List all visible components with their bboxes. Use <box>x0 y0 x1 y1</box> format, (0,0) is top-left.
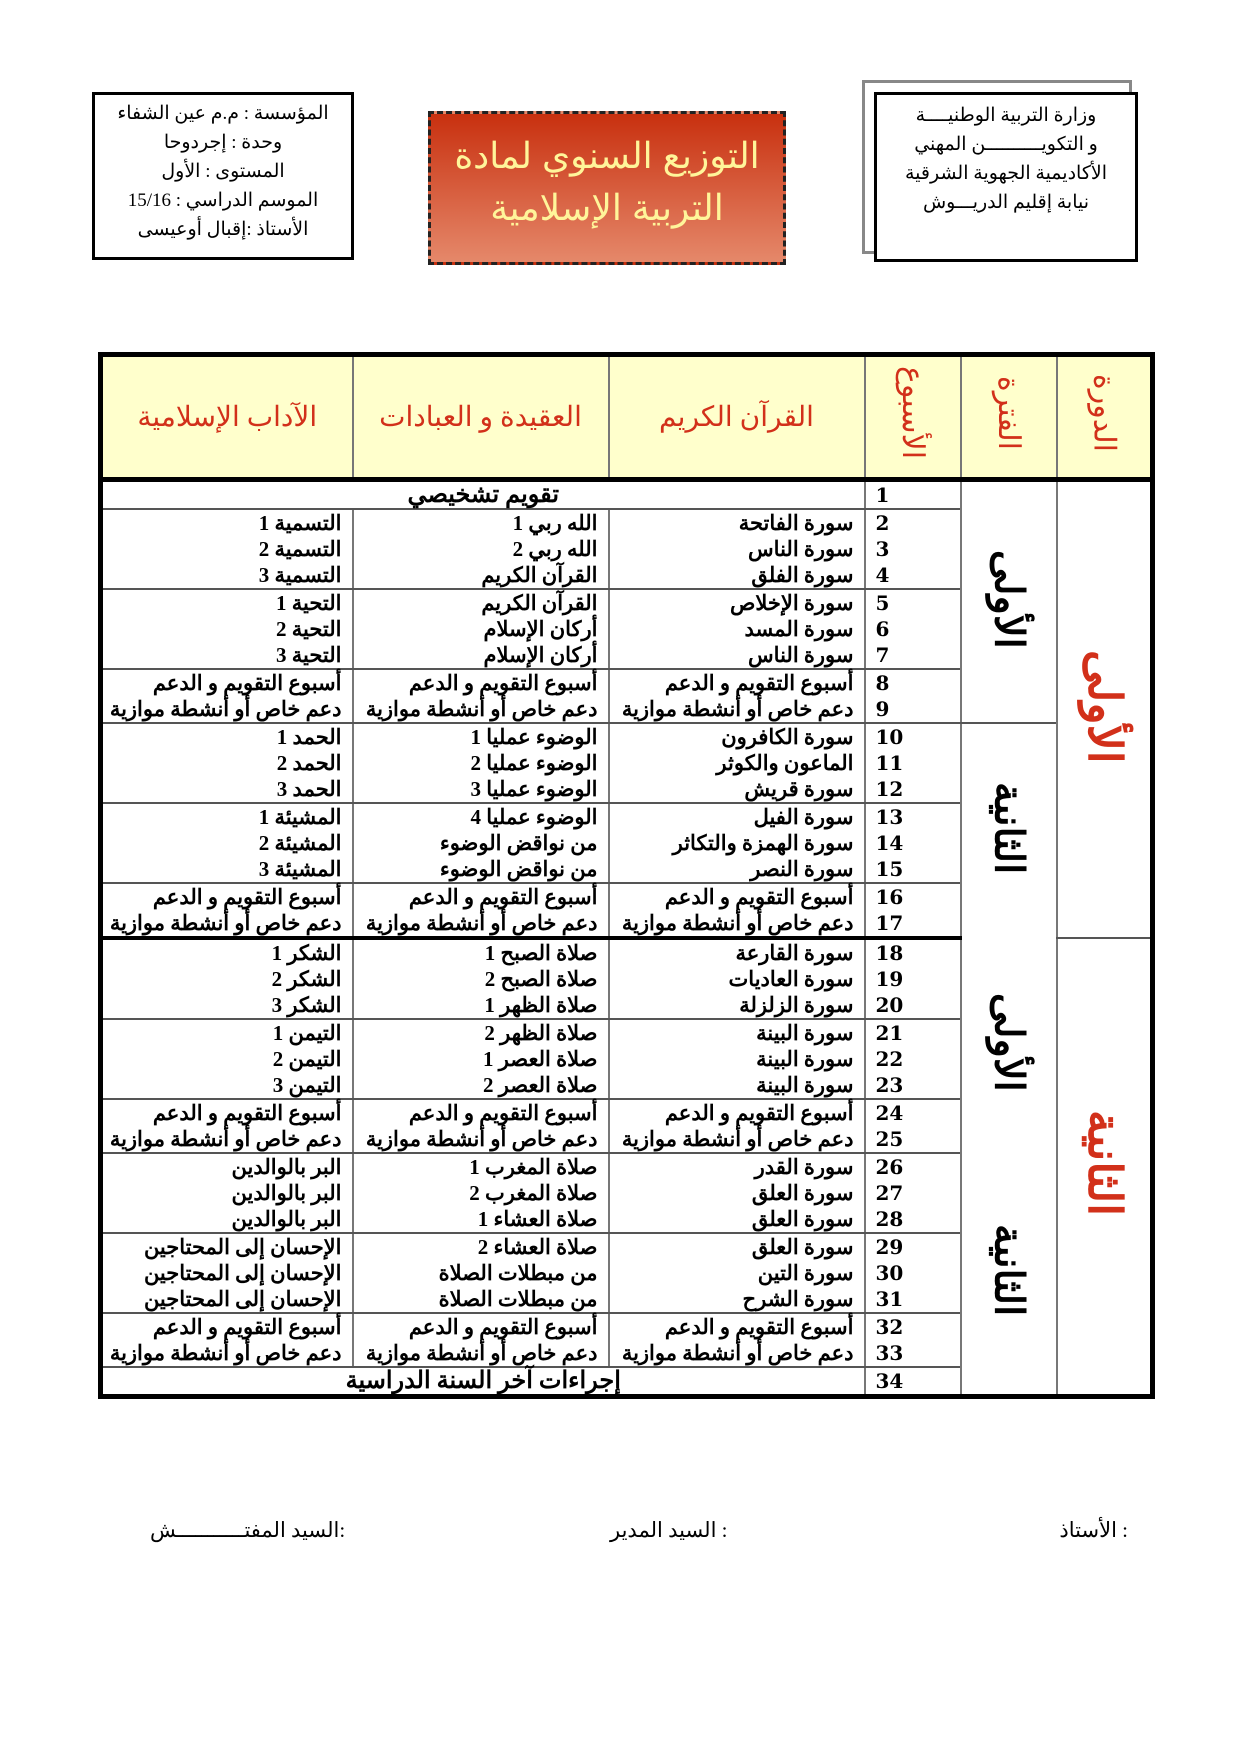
ministry-line: وزارة التربية الوطنيــــة <box>915 105 1097 126</box>
quran-cell: أسبوع التقويم و الدعم <box>609 669 865 696</box>
table-header-row <box>101 355 1153 480</box>
quran-cell: سورة المسد <box>609 616 865 642</box>
table-row <box>101 1153 1153 1180</box>
school-info-box <box>92 92 354 260</box>
quran-cell: سورة البينة <box>609 1046 865 1072</box>
quran-cell: أسبوع التقويم و الدعم <box>609 1313 865 1340</box>
level-line: المستوى : الأول <box>161 161 285 182</box>
quran-cell: سورة القارعة <box>609 938 865 966</box>
term-cell-label: الثانية <box>1078 1110 1130 1217</box>
week-number: 18 <box>865 938 961 966</box>
quran-cell: سورة قريش <box>609 776 865 803</box>
week-number: 30 <box>865 1260 961 1286</box>
aqida-cell: من نواقض الوضوء <box>353 830 609 856</box>
adab-cell: المشيئة 2 <box>101 830 353 856</box>
week-number: 8 <box>865 669 961 696</box>
week-number: 22 <box>865 1046 961 1072</box>
adab-cell: التيمن 1 <box>101 1019 353 1046</box>
aqida-cell: من نواقض الوضوء <box>353 856 609 883</box>
week-number: 13 <box>865 803 961 830</box>
quran-cell: سورة الفاتحة <box>609 509 865 536</box>
week-number: 29 <box>865 1233 961 1260</box>
quran-cell: سورة الناس <box>609 642 865 669</box>
adab-cell: التسمية 1 <box>101 509 353 536</box>
adab-cell: المشيئة 1 <box>101 803 353 830</box>
quran-cell: سورة العلق <box>609 1206 865 1233</box>
period-cell-label: الأولى <box>986 549 1032 649</box>
week-number: 21 <box>865 1019 961 1046</box>
quran-cell: سورة البينة <box>609 1072 865 1099</box>
quran-cell: سورة الإخلاص <box>609 589 865 616</box>
week-number: 16 <box>865 883 961 910</box>
unit-line: وحدة : إجردوحا <box>163 132 283 153</box>
week-number: 12 <box>865 776 961 803</box>
quran-cell: سورة العلق <box>609 1233 865 1260</box>
aqida-cell: دعم خاص أو أنشطة موازية <box>353 1340 609 1367</box>
adab-cell: التيمن 2 <box>101 1046 353 1072</box>
quran-cell: دعم خاص أو أنشطة موازية <box>609 696 865 723</box>
header-term: الدورة <box>1057 355 1153 480</box>
adab-cell: أسبوع التقويم و الدعم <box>101 1313 353 1340</box>
week-number: 6 <box>865 616 961 642</box>
quran-cell: سورة الكافرون <box>609 723 865 750</box>
week-number: 1 <box>865 480 961 510</box>
aqida-cell: أركان الإسلام <box>353 616 609 642</box>
quran-cell: سورة النصر <box>609 856 865 883</box>
term-cell <box>1057 938 1153 1397</box>
header-aqida: العقيدة و العبادات <box>353 355 609 480</box>
table-row <box>101 480 1153 510</box>
week-number: 25 <box>865 1126 961 1153</box>
aqida-cell: صلاة الظهر 1 <box>353 992 609 1019</box>
document-title <box>428 111 786 265</box>
adab-cell: البر بالوالدين <box>101 1153 353 1180</box>
aqida-cell: الله ربي 2 <box>353 536 609 562</box>
week-number: 4 <box>865 562 961 589</box>
ministry-box <box>874 92 1138 262</box>
period-cell <box>961 938 1057 1153</box>
week-number: 31 <box>865 1286 961 1313</box>
annual-distribution-table <box>98 352 1155 1399</box>
quran-cell: سورة الشرح <box>609 1286 865 1313</box>
adab-cell: الإحسان إلى المحتاجين <box>101 1233 353 1260</box>
adab-cell: التسمية 3 <box>101 562 353 589</box>
title-line: التوزيع السنوي لمادة <box>454 135 760 176</box>
adab-cell: الشكر 1 <box>101 938 353 966</box>
adab-cell: الإحسان إلى المحتاجين <box>101 1286 353 1313</box>
week-number: 14 <box>865 830 961 856</box>
quran-cell: أسبوع التقويم و الدعم <box>609 1099 865 1126</box>
teacher-signature: الأستاذ : <box>1059 1518 1128 1542</box>
period-cell-label: الأولى <box>986 993 1032 1092</box>
adab-cell: البر بالوالدين <box>101 1180 353 1206</box>
week-number: 23 <box>865 1072 961 1099</box>
quran-cell: دعم خاص أو أنشطة موازية <box>609 910 865 938</box>
adab-cell: دعم خاص أو أنشطة موازية <box>101 910 353 938</box>
aqida-cell: دعم خاص أو أنشطة موازية <box>353 1126 609 1153</box>
week-number: 28 <box>865 1206 961 1233</box>
aqida-cell: أسبوع التقويم و الدعم <box>353 883 609 910</box>
adab-cell: التسمية 2 <box>101 536 353 562</box>
quran-cell: سورة القدر <box>609 1153 865 1180</box>
week-number: 11 <box>865 750 961 776</box>
season-line: الموسم الدراسي : 15/16 <box>127 190 319 211</box>
quran-cell: الماعون والكوثر <box>609 750 865 776</box>
aqida-cell: صلاة الظهر 2 <box>353 1019 609 1046</box>
aqida-cell: دعم خاص أو أنشطة موازية <box>353 910 609 938</box>
adab-cell: دعم خاص أو أنشطة موازية <box>101 696 353 723</box>
aqida-cell: أركان الإسلام <box>353 642 609 669</box>
school-line: المؤسسة : م.م عين الشفاء <box>117 103 329 124</box>
period-cell <box>961 723 1057 938</box>
adab-cell: أسبوع التقويم و الدعم <box>101 883 353 910</box>
adab-cell: المشيئة 3 <box>101 856 353 883</box>
directorate-line: نيابة إقليم الدريـــوش <box>922 192 1090 213</box>
week-number: 19 <box>865 966 961 992</box>
diagnostic-assessment: تقويم تشخيصي <box>101 480 865 510</box>
aqida-cell: الله ربي 1 <box>353 509 609 536</box>
week-number: 20 <box>865 992 961 1019</box>
adab-cell: التحية 1 <box>101 589 353 616</box>
aqida-cell: صلاة العشاء 2 <box>353 1233 609 1260</box>
adab-cell: الإحسان إلى المحتاجين <box>101 1260 353 1286</box>
adab-cell: دعم خاص أو أنشطة موازية <box>101 1126 353 1153</box>
title-line: التربية الإسلامية <box>490 187 724 228</box>
period-cell <box>961 1153 1057 1397</box>
aqida-cell: صلاة العصر 2 <box>353 1072 609 1099</box>
academy-line: الأكاديمية الجهوية الشرقية <box>905 163 1107 184</box>
quran-cell: سورة العاديات <box>609 966 865 992</box>
aqida-cell: صلاة المغرب 2 <box>353 1180 609 1206</box>
adab-cell: البر بالوالدين <box>101 1206 353 1233</box>
week-number: 7 <box>865 642 961 669</box>
quran-cell: سورة الفيل <box>609 803 865 830</box>
aqida-cell: القرآن الكريم <box>353 589 609 616</box>
header-quran: القرآن الكريم <box>609 355 865 480</box>
quran-cell: سورة الناس <box>609 536 865 562</box>
week-number: 17 <box>865 910 961 938</box>
aqida-cell: أسبوع التقويم و الدعم <box>353 1313 609 1340</box>
week-number: 9 <box>865 696 961 723</box>
quran-cell: سورة الهمزة والتكاثر <box>609 830 865 856</box>
quran-cell: سورة البينة <box>609 1019 865 1046</box>
week-number: 3 <box>865 536 961 562</box>
aqida-cell: صلاة العشاء 1 <box>353 1206 609 1233</box>
quran-cell: سورة التين <box>609 1260 865 1286</box>
week-number: 32 <box>865 1313 961 1340</box>
aqida-cell: من مبطلات الصلاة <box>353 1286 609 1313</box>
aqida-cell: القرآن الكريم <box>353 562 609 589</box>
ministry-line: و التكويــــــــــن المهني <box>914 134 1098 155</box>
adab-cell: أسبوع التقويم و الدعم <box>101 669 353 696</box>
aqida-cell: الوضوء عمليا 2 <box>353 750 609 776</box>
header-period: الفترة <box>961 355 1057 480</box>
aqida-cell: دعم خاص أو أنشطة موازية <box>353 696 609 723</box>
aqida-cell: صلاة الصبح 1 <box>353 938 609 966</box>
header-week: الأسبوع <box>865 355 961 480</box>
week-number: 33 <box>865 1340 961 1367</box>
week-number: 2 <box>865 509 961 536</box>
adab-cell: التحية 2 <box>101 616 353 642</box>
term-cell <box>1057 480 1153 939</box>
period-cell-label: الثانية <box>986 1224 1032 1317</box>
aqida-cell: صلاة المغرب 1 <box>353 1153 609 1180</box>
adab-cell: التيمن 3 <box>101 1072 353 1099</box>
aqida-cell: الوضوء عمليا 4 <box>353 803 609 830</box>
period-cell-label: الثانية <box>986 781 1032 875</box>
aqida-cell: الوضوء عمليا 1 <box>353 723 609 750</box>
adab-cell: أسبوع التقويم و الدعم <box>101 1099 353 1126</box>
quran-cell: دعم خاص أو أنشطة موازية <box>609 1126 865 1153</box>
adab-cell: التحية 3 <box>101 642 353 669</box>
week-number: 27 <box>865 1180 961 1206</box>
adab-cell: الشكر 2 <box>101 966 353 992</box>
aqida-cell: من مبطلات الصلاة <box>353 1260 609 1286</box>
table-row <box>101 723 1153 750</box>
teacher-line: الأستاذ :إقبال أوعيسى <box>137 219 309 240</box>
period-cell <box>961 480 1057 724</box>
adab-cell: الحمد 1 <box>101 723 353 750</box>
adab-cell: الشكر 3 <box>101 992 353 1019</box>
quran-cell: سورة الزلزلة <box>609 992 865 1019</box>
aqida-cell: صلاة العصر 1 <box>353 1046 609 1072</box>
adab-cell: الحمد 3 <box>101 776 353 803</box>
aqida-cell: أسبوع التقويم و الدعم <box>353 1099 609 1126</box>
week-number: 26 <box>865 1153 961 1180</box>
week-number: 24 <box>865 1099 961 1126</box>
aqida-cell: الوضوء عمليا 3 <box>353 776 609 803</box>
quran-cell: سورة العلق <box>609 1180 865 1206</box>
end-of-year-procedures: إجراءات آخر السنة الدراسية <box>101 1367 865 1397</box>
header-adab: الآداب الإسلامية <box>101 355 353 480</box>
adab-cell: دعم خاص أو أنشطة موازية <box>101 1340 353 1367</box>
quran-cell: سورة الفلق <box>609 562 865 589</box>
week-number: 10 <box>865 723 961 750</box>
table-row <box>101 938 1153 966</box>
director-signature: السيد المدير : <box>610 1518 728 1542</box>
inspector-signature: السيد المفتـــــــــــش: <box>150 1518 346 1542</box>
term-cell-label: الأولى <box>1078 649 1130 764</box>
aqida-cell: صلاة الصبح 2 <box>353 966 609 992</box>
week-number: 34 <box>865 1367 961 1397</box>
adab-cell: الحمد 2 <box>101 750 353 776</box>
quran-cell: دعم خاص أو أنشطة موازية <box>609 1340 865 1367</box>
aqida-cell: أسبوع التقويم و الدعم <box>353 669 609 696</box>
week-number: 5 <box>865 589 961 616</box>
quran-cell: أسبوع التقويم و الدعم <box>609 883 865 910</box>
week-number: 15 <box>865 856 961 883</box>
